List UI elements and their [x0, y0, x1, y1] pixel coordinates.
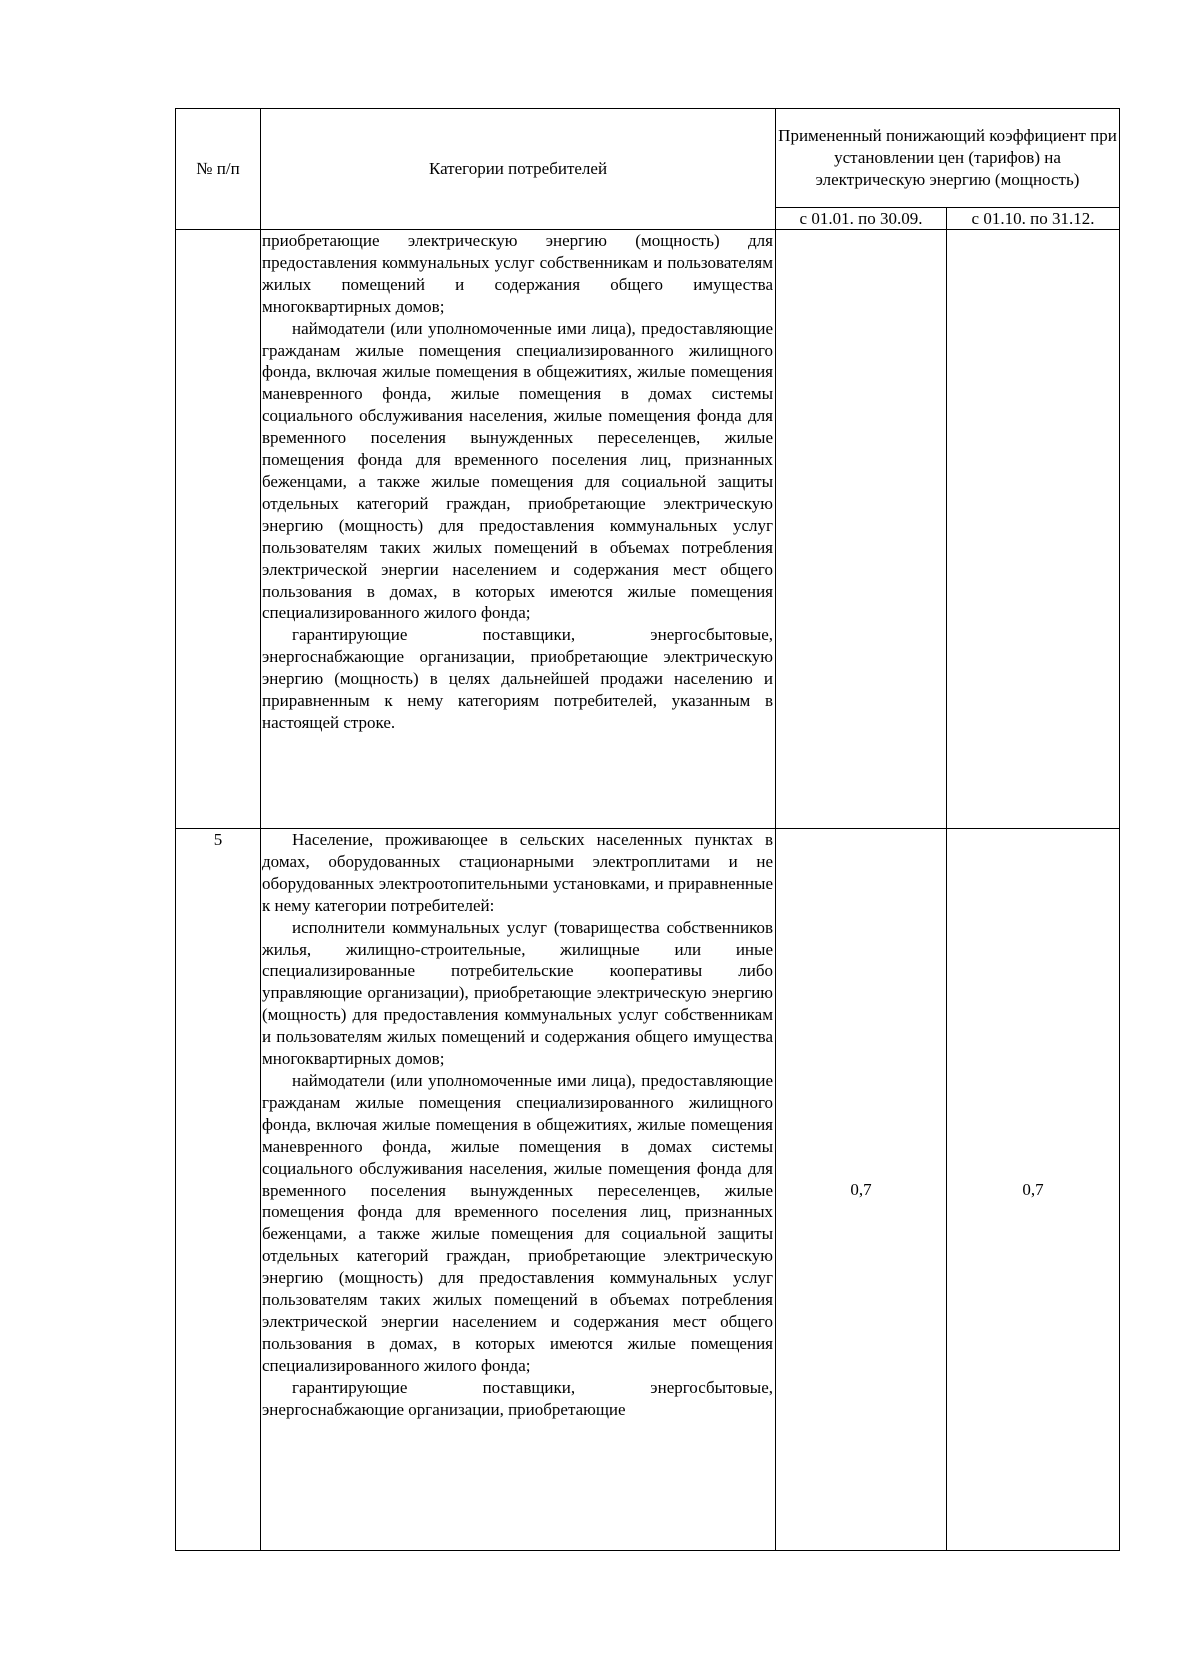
category-paragraph: гарантирующие поставщики, энергосбытовые, энергоснабжающие организации, приобретающие электрическую энергию (мощность) в целях дальнейшей продажи населению и приравненным к нему категориям потребителей, указанным в настоящей строке. — [262, 625, 773, 732]
coefficient-value-period-2: 0,7 — [947, 829, 1120, 1551]
row-category — [261, 829, 776, 1551]
row-number: 5 — [176, 829, 261, 1551]
table-header-row — [176, 109, 1120, 208]
category-paragraph: наймодатели (или уполномоченные ими лица), предоставляющие гражданам жилые помещения специализированного жилищного фонда, включая жилые помещения в общежитиях, жилые помещения маневренного фонда, жилые помещения в домах системы социального обслуживания населения, жилые помещения фонда для временного поселения вынужденных переселенцев, жилые помещения фонда для временного поселения лиц, признанных беженцами, а также жилые помещения для социальной защиты отдельных категорий граждан, приобретающие электрическую энергию (мощность) для предоставления коммунальных услуг пользователям таких жилых помещений в объемах потребления электрической энергии населением и содержания мест общего пользования в домах, в которых имеются жилые помещения специализированного жилого фонда; — [262, 1070, 773, 1375]
tariff-coefficient-table — [175, 108, 1120, 1551]
category-paragraph: приобретающие электрическую энергию (мощность) для предоставления коммунальных услуг собственникам и пользователям жилых помещений и содержания общего имущества многоквартирных домов; — [262, 231, 773, 316]
coefficient-value-period-1: 0,7 — [776, 829, 947, 1551]
header-category: Категории потребителей — [261, 109, 776, 230]
coefficient-value-period-1 — [776, 230, 947, 829]
table-row — [176, 829, 1120, 1551]
category-paragraph: исполнители коммунальных услуг (товарищества собственников жилья, жилищно-строительные, жилищные или иные специализированные потребительские кооперативы либо управляющие организации), приобретающие электрическую энергию (мощность) для предоставления коммунальных услуг собственникам и пользователям жилых помещений и содержания общего имущества многоквартирных домов; — [262, 917, 773, 1069]
table-row — [176, 230, 1120, 829]
row-number — [176, 230, 261, 829]
category-paragraph: наймодатели (или уполномоченные ими лица), предоставляющие гражданам жилые помещения специализированного жилищного фонда, включая жилые помещения в общежитиях, жилые помещения маневренного фонда, жилые помещения в домах системы социального обслуживания населения, жилые помещения фонда для временного поселения вынужденных переселенцев, жилые помещения фонда для временного поселения лиц, признанных беженцами, а также жилые помещения для социальной защиты отдельных категорий граждан, приобретающие электрическую энергию (мощность) для предоставления коммунальных услуг пользователям таких жилых помещений в объемах потребления электрической энергии населением и содержания мест общего пользования в домах, в которых имеются жилые помещения специализированного жилого фонда; — [262, 318, 773, 623]
header-period-2: с 01.10. по 31.12. — [947, 208, 1120, 230]
category-paragraph: Население, проживающее в сельских населенных пунктах в домах, оборудованных стационарными электроплитами и не оборудованных электроотопительными установками, и приравненные к нему категории потребителей: — [262, 830, 773, 915]
row-category — [261, 230, 776, 829]
category-paragraph: гарантирующие поставщики, энергосбытовые, энергоснабжающие организации, приобретающие — [262, 1377, 773, 1419]
coefficient-value-period-2 — [947, 230, 1120, 829]
header-coefficient: Примененный понижающий коэффициент при установлении цен (тарифов) на электрическую энергию (мощность) — [776, 109, 1120, 208]
header-number: № п/п — [176, 109, 261, 230]
header-period-1: с 01.01. по 30.09. — [776, 208, 947, 230]
